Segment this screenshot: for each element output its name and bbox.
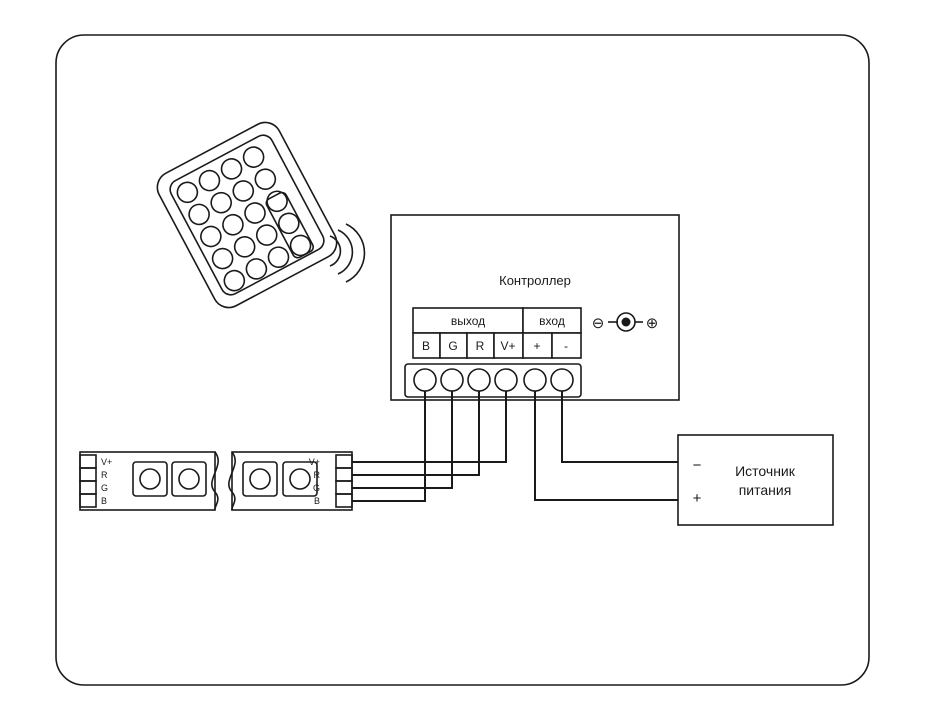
dc-center-dot	[622, 318, 631, 327]
terminal-label-B: B	[421, 339, 431, 353]
controller[interactable]	[391, 215, 679, 400]
led-pin-label-r: R	[313, 470, 320, 480]
power-supply-label-line2: питания	[738, 482, 792, 498]
terminal-label-G: G	[448, 339, 458, 353]
terminal-label-plus: +	[533, 339, 541, 353]
led-pin-label-r: R	[101, 470, 108, 480]
controller-output-header: выход	[450, 314, 486, 328]
terminal-screw[interactable]	[468, 369, 490, 391]
led-pin-label-vplus: V+	[308, 457, 320, 467]
terminal-screw[interactable]	[414, 369, 436, 391]
power-supply-plus: +	[692, 490, 702, 507]
led-pin-label-b: B	[313, 496, 320, 506]
dc-plus-symbol: ⊕	[645, 315, 659, 332]
power-supply-minus: −	[692, 457, 702, 474]
led-pin-label-g: G	[101, 483, 109, 493]
led-pin-label-b: B	[101, 496, 108, 506]
terminal-screw[interactable]	[551, 369, 573, 391]
controller-input-header: вход	[539, 314, 565, 328]
dc-minus-symbol: ⊖	[591, 315, 605, 332]
controller-label: Контроллер	[499, 273, 571, 288]
power-supply-label-line1: Источник	[735, 463, 795, 479]
terminal-screw[interactable]	[524, 369, 546, 391]
terminal-screw[interactable]	[495, 369, 517, 391]
power-supply[interactable]	[678, 435, 833, 525]
led-pin-label-vplus: V+	[101, 457, 113, 467]
terminal-label-Vplus: V+	[500, 339, 516, 353]
led-pin-label-g: G	[312, 483, 320, 493]
terminal-label-minus: -	[564, 339, 568, 353]
power-supply-body	[678, 435, 833, 525]
terminal-label-R: R	[475, 339, 485, 353]
terminal-screw[interactable]	[441, 369, 463, 391]
